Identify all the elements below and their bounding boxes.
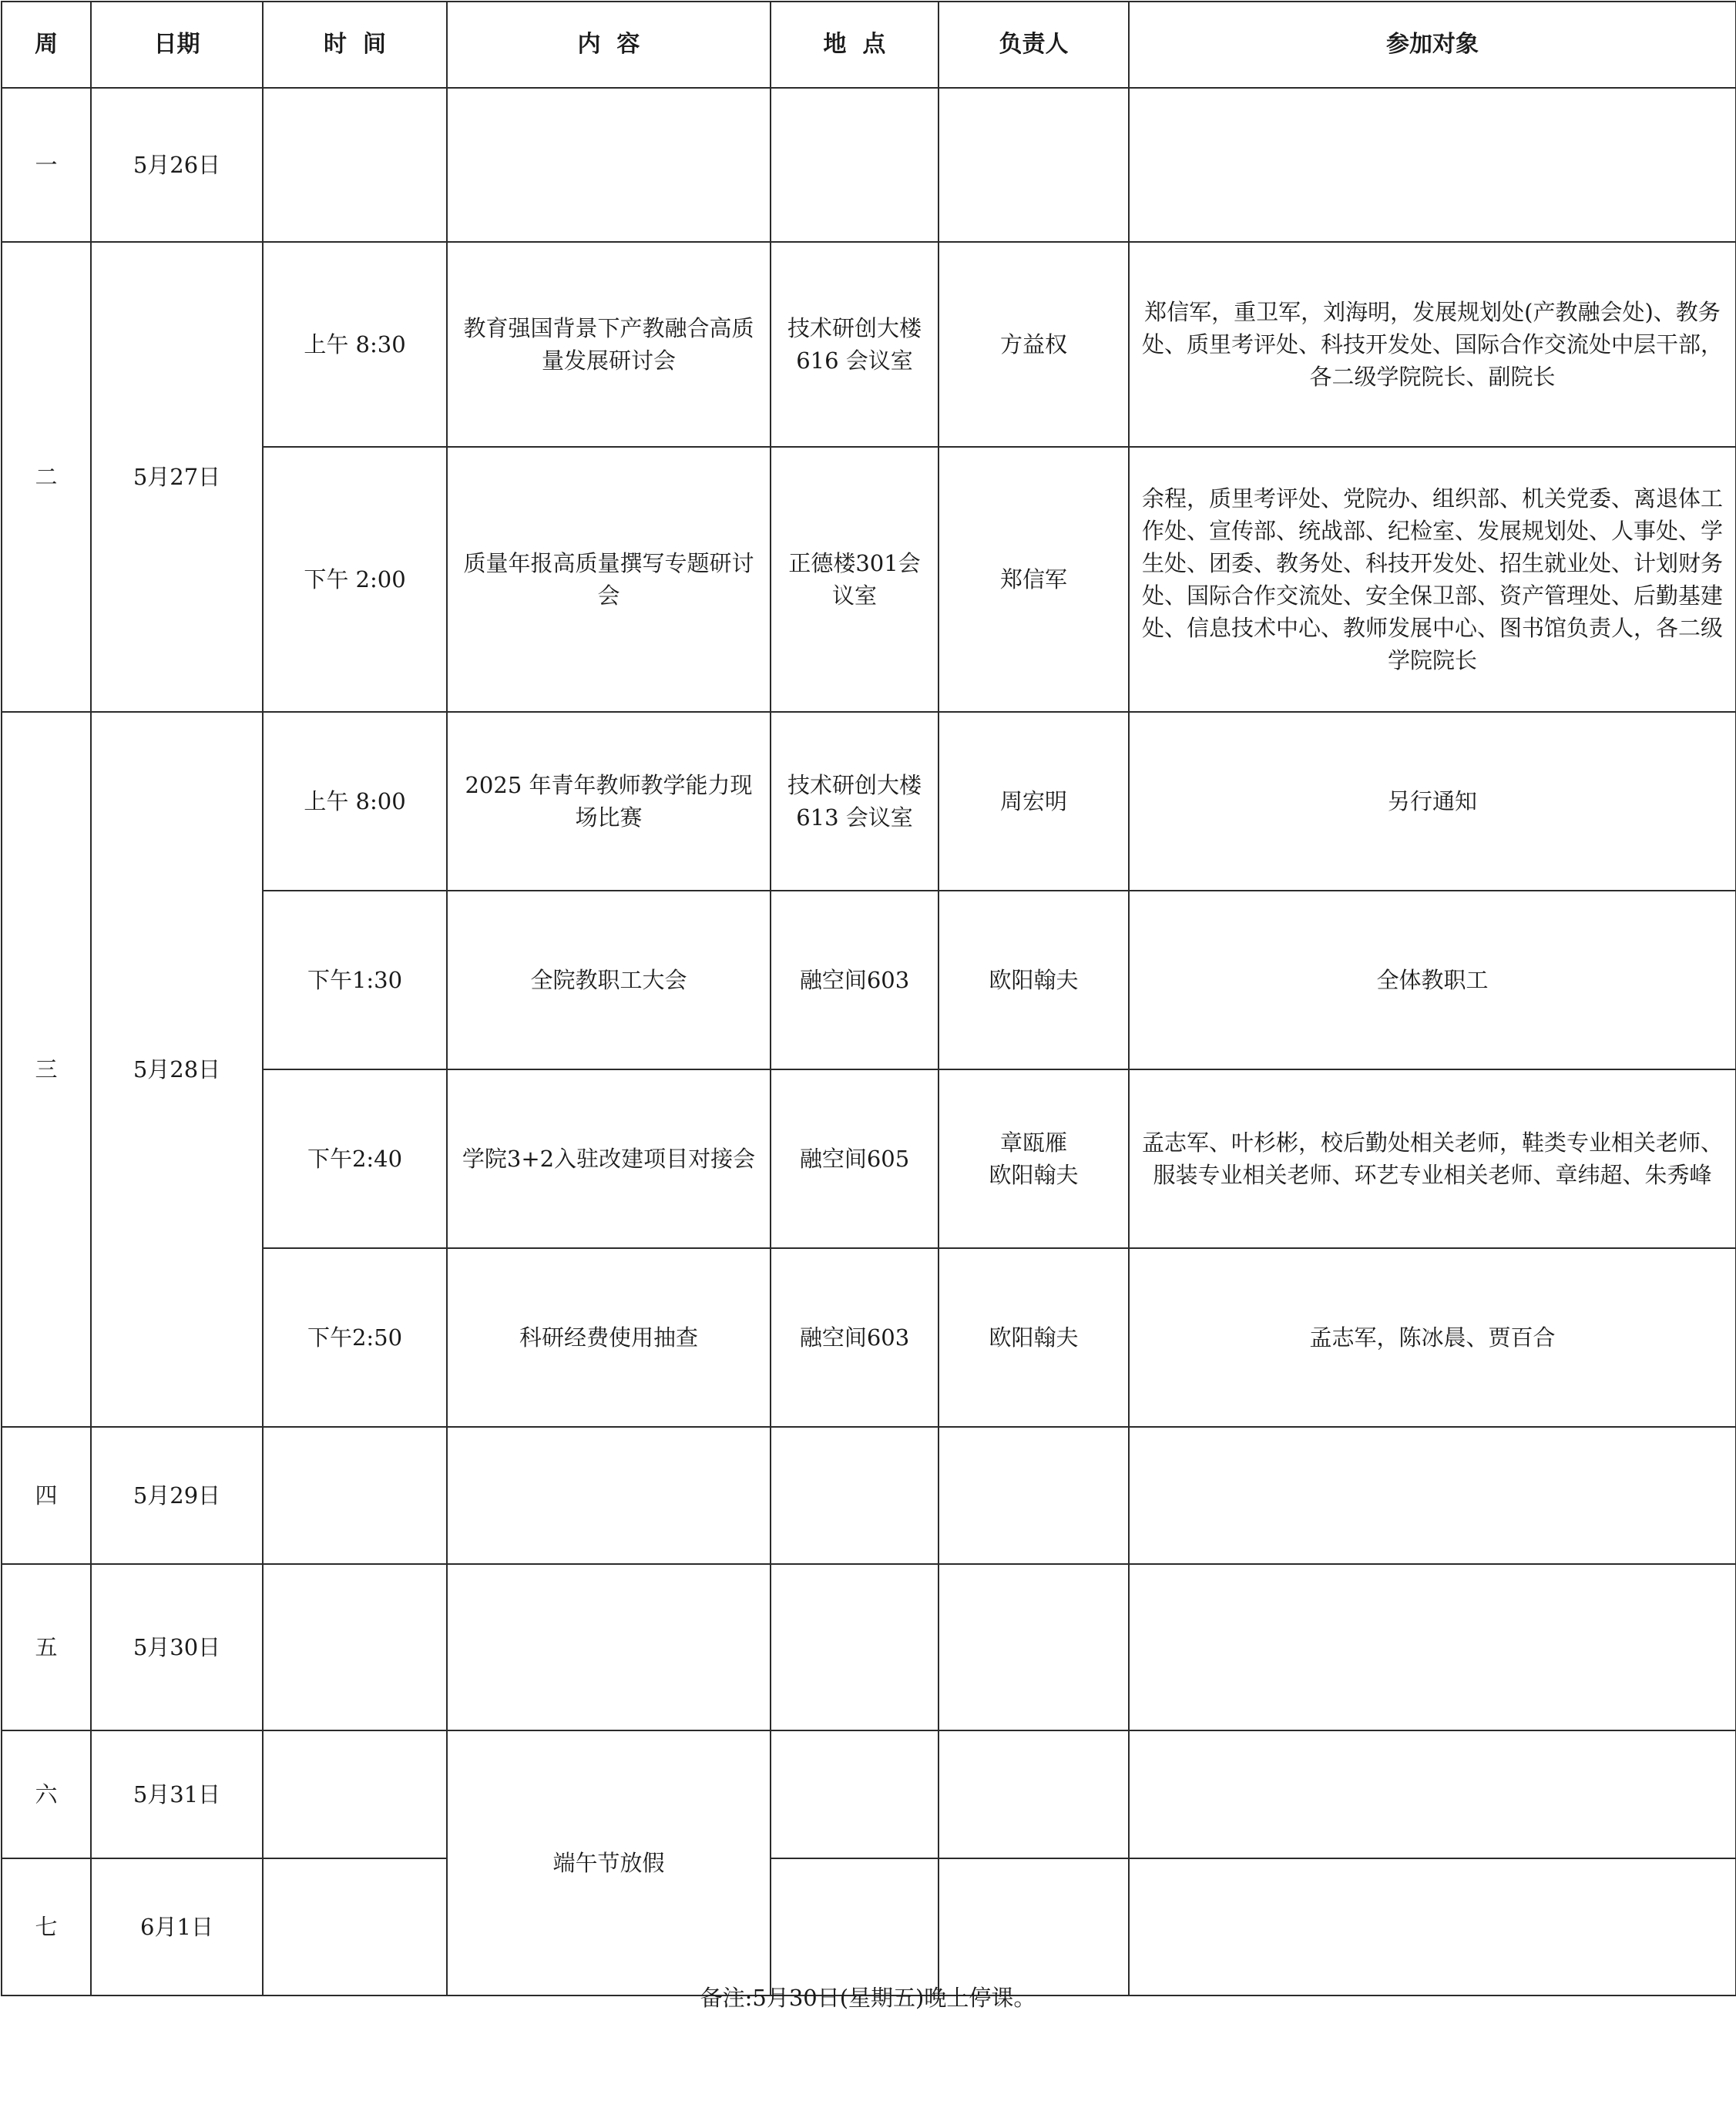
date-cell: 5月30日 bbox=[91, 1564, 263, 1730]
date-cell: 5月31日 bbox=[91, 1730, 263, 1858]
table-row bbox=[2, 88, 1736, 242]
participants-cell bbox=[1129, 1730, 1736, 1858]
header-week: 周 bbox=[2, 2, 91, 88]
week-cell: 六 bbox=[2, 1730, 91, 1858]
content-cell bbox=[447, 1427, 771, 1564]
date-cell: 5月28日 bbox=[91, 712, 263, 1427]
location-cell bbox=[771, 1858, 939, 1995]
owner-cell: 方益权 bbox=[939, 242, 1129, 447]
participants-cell bbox=[1129, 1564, 1736, 1730]
location-cell: 融空间605 bbox=[771, 1069, 939, 1248]
owner-line: 欧阳翰夫 bbox=[989, 1162, 1079, 1188]
time-cell: 下午2:50 bbox=[263, 1248, 447, 1427]
participants-cell: 孟志军，陈冰晨、贾百合 bbox=[1129, 1248, 1736, 1427]
participants-cell: 全体教职工 bbox=[1129, 891, 1736, 1069]
time-cell bbox=[263, 1427, 447, 1564]
owner-cell: 周宏明 bbox=[939, 712, 1129, 891]
time-cell bbox=[263, 1564, 447, 1730]
participants-cell: 另行通知 bbox=[1129, 712, 1736, 891]
content-cell: 教育强国背景下产教融合高质量发展研讨会 bbox=[447, 242, 771, 447]
footnote: 备注:5月30日(星期五)晚上停课。 bbox=[700, 1985, 1036, 2011]
owner-cell bbox=[939, 1069, 1129, 1248]
week-cell: 三 bbox=[2, 712, 91, 1427]
time-cell: 下午 2:00 bbox=[263, 447, 447, 712]
weekly-schedule-table bbox=[1, 1, 1736, 1996]
week-cell: 四 bbox=[2, 1427, 91, 1564]
location-cell bbox=[771, 1427, 939, 1564]
header-content: 内 容 bbox=[447, 2, 771, 88]
content-cell bbox=[447, 1564, 771, 1730]
week-cell: 七 bbox=[2, 1858, 91, 1995]
header-time: 时 间 bbox=[263, 2, 447, 88]
content-cell: 全院教职工大会 bbox=[447, 891, 771, 1069]
participants-cell bbox=[1129, 1858, 1736, 1995]
date-cell: 5月26日 bbox=[91, 88, 263, 242]
date-cell: 5月27日 bbox=[91, 242, 263, 712]
participants-cell: 孟志军、叶杉彬，校后勤处相关老师，鞋类专业相关老师、服装专业相关老师、环艺专业相关老师、章纬超、朱秀峰 bbox=[1129, 1069, 1736, 1248]
owner-cell: 欧阳翰夫 bbox=[939, 1248, 1129, 1427]
owner-cell bbox=[939, 1858, 1129, 1995]
date-cell: 5月29日 bbox=[91, 1427, 263, 1564]
time-cell: 上午 8:30 bbox=[263, 242, 447, 447]
time-cell: 下午2:40 bbox=[263, 1069, 447, 1248]
location-cell: 正德楼301会议室 bbox=[771, 447, 939, 712]
location-cell bbox=[771, 1564, 939, 1730]
table-row bbox=[2, 1730, 1736, 1858]
participants-cell: 郑信军，重卫军，刘海明，发展规划处(产教融会处)、教务处、质里考评处、科技开发处、国际合作交流处中层干部，各二级学院院长、副院长 bbox=[1129, 242, 1736, 447]
time-cell: 下午1:30 bbox=[263, 891, 447, 1069]
time-cell: 上午 8:00 bbox=[263, 712, 447, 891]
table-row bbox=[2, 712, 1736, 891]
owner-cell bbox=[939, 88, 1129, 242]
time-cell bbox=[263, 1730, 447, 1858]
owner-cell bbox=[939, 1730, 1129, 1858]
header-date: 日期 bbox=[91, 2, 263, 88]
owner-cell bbox=[939, 1564, 1129, 1730]
content-cell: 质量年报高质量撰写专题研讨会 bbox=[447, 447, 771, 712]
week-cell: 五 bbox=[2, 1564, 91, 1730]
week-cell: 一 bbox=[2, 88, 91, 242]
location-cell bbox=[771, 88, 939, 242]
header-location: 地 点 bbox=[771, 2, 939, 88]
week-cell: 二 bbox=[2, 242, 91, 712]
content-cell: 科研经费使用抽查 bbox=[447, 1248, 771, 1427]
table-row bbox=[2, 242, 1736, 447]
table-row bbox=[2, 1427, 1736, 1564]
content-cell bbox=[447, 88, 771, 242]
content-cell: 2025 年青年教师教学能力现场比赛 bbox=[447, 712, 771, 891]
holiday-cell: 端午节放假 bbox=[447, 1730, 771, 1995]
location-cell: 技术研创大楼613 会议室 bbox=[771, 712, 939, 891]
date-cell: 6月1日 bbox=[91, 1858, 263, 1995]
time-cell bbox=[263, 88, 447, 242]
owner-cell: 欧阳翰夫 bbox=[939, 891, 1129, 1069]
location-cell bbox=[771, 1730, 939, 1858]
owner-cell bbox=[939, 1427, 1129, 1564]
participants-cell: 余程，质里考评处、党院办、组织部、机关党委、离退体工作处、宣传部、统战部、纪检室、发展规划处、人事处、学生处、团委、教务处、科技开发处、招生就业处、计划财务处、国际合作交流处、安全保卫部、资产管理处、后勤基建处、信息技术中心、教师发展中心、图书馆负责人，各二级学院院长 bbox=[1129, 447, 1736, 712]
owner-line: 章瓯雁 bbox=[999, 1129, 1067, 1156]
participants-cell bbox=[1129, 88, 1736, 242]
table-row bbox=[2, 1858, 1736, 1995]
owner-cell: 郑信军 bbox=[939, 447, 1129, 712]
header-row bbox=[2, 2, 1736, 88]
participants-cell bbox=[1129, 1427, 1736, 1564]
location-cell: 融空间603 bbox=[771, 891, 939, 1069]
header-participants: 参加对象 bbox=[1129, 2, 1736, 88]
header-owner: 负责人 bbox=[939, 2, 1129, 88]
location-cell: 融空间603 bbox=[771, 1248, 939, 1427]
table-row bbox=[2, 1564, 1736, 1730]
content-cell: 学院3+2入驻改建项目对接会 bbox=[447, 1069, 771, 1248]
location-cell: 技术研创大楼616 会议室 bbox=[771, 242, 939, 447]
time-cell bbox=[263, 1858, 447, 1995]
